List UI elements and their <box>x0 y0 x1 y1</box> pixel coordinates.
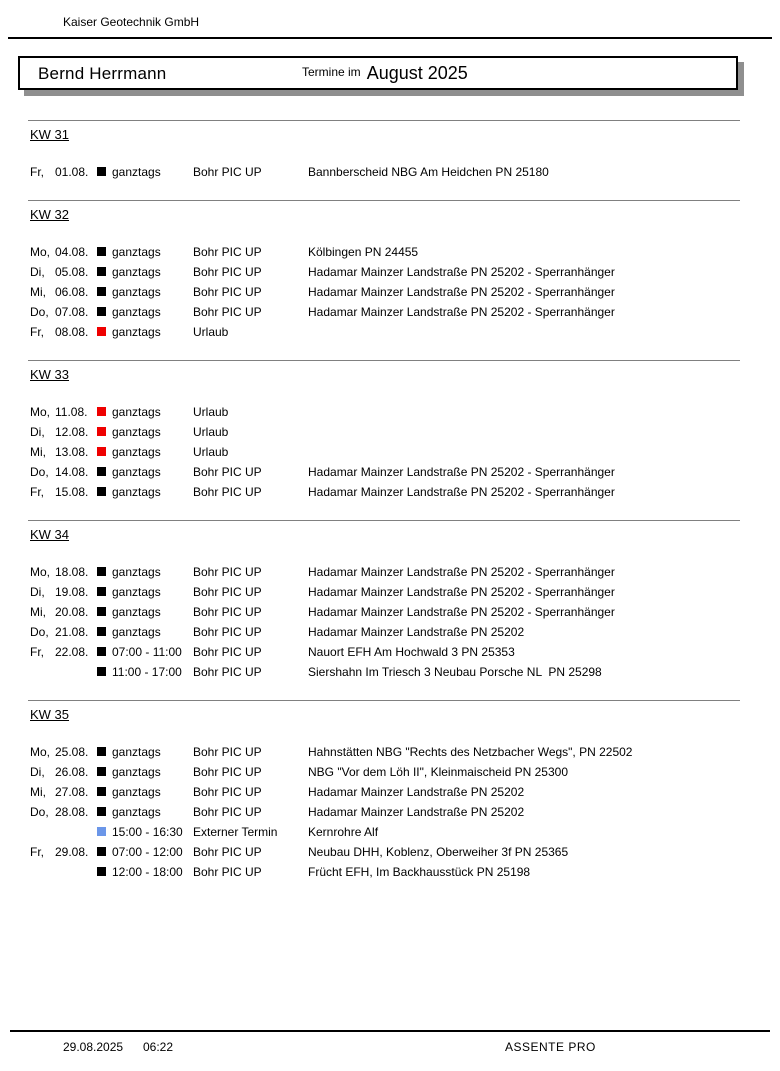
appointment-row <box>0 582 780 602</box>
week-section <box>0 520 780 700</box>
week-rows <box>0 402 780 502</box>
appointment-row <box>0 282 780 302</box>
appointment-category-marker <box>97 647 106 656</box>
footer-rule <box>10 1030 770 1032</box>
appointment-description: Hadamar Mainzer Landstraße PN 25202 - Sperranhänger <box>308 485 615 499</box>
appointment-category-marker <box>97 847 106 856</box>
appointment-date: 11.08. <box>55 405 88 419</box>
appointment-time: ganztags <box>112 785 161 799</box>
appointment-date: 22.08. <box>55 645 89 659</box>
appointment-description: Siershahn Im Triesch 3 Neubau Porsche NL PN 25298 <box>308 665 602 679</box>
appointment-date: 25.08. <box>55 745 89 759</box>
appointment-description: Nauort EFH Am Hochwald 3 PN 25353 <box>308 645 515 659</box>
appointment-category-marker <box>97 767 106 776</box>
appointment-type: Bohr PIC UP <box>193 585 262 599</box>
week-divider-line <box>28 520 740 521</box>
appointment-date: 26.08. <box>55 765 89 779</box>
appointment-category-marker <box>97 467 106 476</box>
appointment-category-marker <box>97 247 106 256</box>
appointment-date: 08.08. <box>55 325 89 339</box>
appointment-row <box>0 302 780 322</box>
appointment-day: Mi, <box>30 785 46 799</box>
appointment-time: 15:00 - 16:30 <box>112 825 183 839</box>
appointment-category-marker <box>97 807 106 816</box>
appointment-description: Hadamar Mainzer Landstraße PN 25202 <box>308 805 525 819</box>
appointment-description: Bannberscheid NBG Am Heidchen PN 25180 <box>308 165 549 179</box>
appointment-row <box>0 562 780 582</box>
appointment-date: 20.08. <box>55 605 89 619</box>
appointment-description: Hadamar Mainzer Landstraße PN 25202 - Sperranhänger <box>308 265 615 279</box>
appointment-category-marker <box>97 827 106 836</box>
appointment-description: Hadamar Mainzer Landstraße PN 25202 - Sperranhänger <box>308 565 615 579</box>
appointment-row <box>0 762 780 782</box>
appointment-row <box>0 622 780 642</box>
appointment-type: Bohr PIC UP <box>193 485 262 499</box>
appointment-category-marker <box>97 427 106 436</box>
appointment-time: 12:00 - 18:00 <box>112 865 183 879</box>
appointment-date: 01.08. <box>55 165 89 179</box>
appointment-row <box>0 842 780 862</box>
appointment-description: Hadamar Mainzer Landstraße PN 25202 <box>308 785 525 799</box>
appointment-time: ganztags <box>112 745 161 759</box>
appointment-time: 07:00 - 11:00 <box>112 645 182 659</box>
appointment-category-marker <box>97 407 106 416</box>
appointment-category-marker <box>97 287 106 296</box>
appointment-row <box>0 422 780 442</box>
appointment-time: ganztags <box>112 465 161 479</box>
week-rows <box>0 242 780 342</box>
week-divider-line <box>28 700 740 701</box>
appointment-day: Di, <box>30 425 45 439</box>
appointment-date: 19.08. <box>55 585 89 599</box>
appointment-day: Fr, <box>30 165 44 179</box>
appointment-category-marker <box>97 327 106 336</box>
appointment-time: ganztags <box>112 805 161 819</box>
appointment-category-marker <box>97 627 106 636</box>
week-divider-line <box>28 120 740 121</box>
appointment-row <box>0 462 780 482</box>
appointment-category-marker <box>97 867 106 876</box>
appointment-row <box>0 262 780 282</box>
appointment-day: Mi, <box>30 445 46 459</box>
appointment-type: Bohr PIC UP <box>193 845 262 859</box>
appointment-date: 29.08. <box>55 845 89 859</box>
appointment-day: Mo, <box>30 565 51 579</box>
appointment-category-marker <box>97 267 106 276</box>
appointment-time: ganztags <box>112 325 161 339</box>
appointment-category-marker <box>97 167 106 176</box>
appointment-day: Di, <box>30 585 45 599</box>
letterhead-rule <box>8 37 772 39</box>
appointment-time: ganztags <box>112 425 161 439</box>
appointment-row <box>0 662 780 682</box>
appointment-time: ganztags <box>112 405 161 419</box>
appointment-row <box>0 802 780 822</box>
appointment-row <box>0 402 780 422</box>
appointment-row <box>0 782 780 802</box>
appointment-row <box>0 162 780 182</box>
appointment-category-marker <box>97 587 106 596</box>
footer-print-time: 06:22 <box>143 1040 174 1054</box>
appointment-type: Bohr PIC UP <box>193 465 262 479</box>
appointment-description: Kölbingen PN 24455 <box>308 245 419 259</box>
appointment-date: 12.08. <box>55 425 89 439</box>
week-divider-line <box>28 360 740 361</box>
appointment-type: Externer Termin <box>193 825 278 839</box>
footer-brand: ASSENTE PRO <box>505 1040 596 1054</box>
appointment-time: ganztags <box>112 565 161 579</box>
appointment-category-marker <box>97 747 106 756</box>
week-label: KW 35 <box>30 707 70 722</box>
appointment-description: Hadamar Mainzer Landstraße PN 25202 - Sperranhänger <box>308 305 615 319</box>
appointment-type: Bohr PIC UP <box>193 865 262 879</box>
appointment-day: Di, <box>30 765 45 779</box>
appointment-day: Fr, <box>30 325 44 339</box>
title-month: August 2025 <box>366 63 468 83</box>
title-box <box>18 56 738 90</box>
week-divider-line <box>28 200 740 201</box>
appointment-category-marker <box>97 787 106 796</box>
week-label: KW 31 <box>30 127 70 142</box>
appointment-time: ganztags <box>112 605 161 619</box>
week-section <box>0 360 780 520</box>
appointment-type: Bohr PIC UP <box>193 165 262 179</box>
appointment-row <box>0 822 780 842</box>
appointment-day: Do, <box>30 805 49 819</box>
appointment-time: ganztags <box>112 625 161 639</box>
appointment-day: Di, <box>30 265 45 279</box>
appointment-row <box>0 242 780 262</box>
person-name: Bernd Herrmann <box>38 64 167 83</box>
appointment-row <box>0 642 780 662</box>
week-label: KW 33 <box>30 367 70 382</box>
appointment-description: Hadamar Mainzer Landstraße PN 25202 <box>308 625 525 639</box>
appointment-type: Bohr PIC UP <box>193 565 262 579</box>
appointment-time: ganztags <box>112 585 161 599</box>
title-prefix: Termine im <box>302 65 361 79</box>
appointment-date: 06.08. <box>55 285 89 299</box>
appointment-type: Bohr PIC UP <box>193 645 262 659</box>
appointment-date: 13.08. <box>55 445 89 459</box>
appointment-description: NBG "Vor dem Löh II", Kleinmaischeid PN 25300 <box>308 765 568 779</box>
appointment-date: 27.08. <box>55 785 89 799</box>
appointment-type: Bohr PIC UP <box>193 285 262 299</box>
appointment-type: Bohr PIC UP <box>193 765 262 779</box>
appointment-time: ganztags <box>112 165 161 179</box>
appointment-date: 18.08. <box>55 565 89 579</box>
appointment-day: Mo, <box>30 745 51 759</box>
appointment-time: ganztags <box>112 305 161 319</box>
appointment-date: 05.08. <box>55 265 89 279</box>
appointment-time: ganztags <box>112 285 161 299</box>
appointment-type: Bohr PIC UP <box>193 265 262 279</box>
appointment-category-marker <box>97 447 106 456</box>
appointment-time: 07:00 - 12:00 <box>112 845 183 859</box>
appointment-type: Urlaub <box>193 425 229 439</box>
appointment-type: Bohr PIC UP <box>193 625 262 639</box>
appointment-day: Do, <box>30 305 49 319</box>
appointment-type: Bohr PIC UP <box>193 245 262 259</box>
appointment-type: Bohr PIC UP <box>193 745 262 759</box>
appointment-row <box>0 742 780 762</box>
appointment-time: 11:00 - 17:00 <box>112 665 182 679</box>
week-section <box>0 700 780 900</box>
appointment-time: ganztags <box>112 445 161 459</box>
appointment-description: Neubau DHH, Koblenz, Oberweiher 3f PN 25365 <box>308 845 569 859</box>
appointment-type: Bohr PIC UP <box>193 305 262 319</box>
week-section <box>0 120 780 200</box>
appointment-date: 15.08. <box>55 485 89 499</box>
weeks-container <box>0 120 780 900</box>
appointment-description: Kernrohre Alf <box>308 825 379 839</box>
appointment-time: ganztags <box>112 265 161 279</box>
appointment-description: Hadamar Mainzer Landstraße PN 25202 - Sperranhänger <box>308 585 615 599</box>
appointment-category-marker <box>97 667 106 676</box>
week-label: KW 34 <box>30 527 70 542</box>
appointment-date: 14.08. <box>55 465 89 479</box>
appointment-day: Mi, <box>30 605 46 619</box>
appointment-description: Hahnstätten NBG "Rechts des Netzbacher Wegs", PN 22502 <box>308 745 633 759</box>
company-name: Kaiser Geotechnik GmbH <box>63 15 200 29</box>
week-rows <box>0 162 780 182</box>
appointment-day: Mi, <box>30 285 46 299</box>
appointment-day: Fr, <box>30 485 44 499</box>
appointment-row <box>0 862 780 882</box>
appointment-time: ganztags <box>112 765 161 779</box>
appointment-time: ganztags <box>112 245 161 259</box>
report-title <box>302 63 468 84</box>
appointment-date: 28.08. <box>55 805 89 819</box>
appointment-type: Urlaub <box>193 325 229 339</box>
appointment-day: Fr, <box>30 845 44 859</box>
appointment-category-marker <box>97 487 106 496</box>
appointment-type: Urlaub <box>193 445 229 459</box>
appointment-category-marker <box>97 607 106 616</box>
appointment-category-marker <box>97 307 106 316</box>
appointment-type: Bohr PIC UP <box>193 665 262 679</box>
appointment-date: 21.08. <box>55 625 89 639</box>
week-label: KW 32 <box>30 207 70 222</box>
appointment-day: Fr, <box>30 645 44 659</box>
appointment-type: Bohr PIC UP <box>193 785 262 799</box>
appointment-day: Mo, <box>30 405 51 419</box>
week-rows <box>0 562 780 682</box>
appointment-row <box>0 482 780 502</box>
appointment-type: Urlaub <box>193 405 229 419</box>
appointment-category-marker <box>97 567 106 576</box>
appointment-row <box>0 442 780 462</box>
appointment-time: ganztags <box>112 485 161 499</box>
appointment-date: 07.08. <box>55 305 89 319</box>
appointment-row <box>0 602 780 622</box>
appointment-description: Hadamar Mainzer Landstraße PN 25202 - Sperranhänger <box>308 465 615 479</box>
appointment-date: 04.08. <box>55 245 89 259</box>
appointment-type: Bohr PIC UP <box>193 805 262 819</box>
appointment-day: Do, <box>30 465 49 479</box>
appointment-description: Hadamar Mainzer Landstraße PN 25202 - Sperranhänger <box>308 285 615 299</box>
footer-print-date: 29.08.2025 <box>63 1040 124 1054</box>
appointment-row <box>0 322 780 342</box>
appointment-description: Frücht EFH, Im Backhausstück PN 25198 <box>308 865 531 879</box>
appointment-day: Mo, <box>30 245 51 259</box>
week-section <box>0 200 780 360</box>
week-rows <box>0 742 780 882</box>
appointment-day: Do, <box>30 625 49 639</box>
appointment-description: Hadamar Mainzer Landstraße PN 25202 - Sperranhänger <box>308 605 615 619</box>
appointment-type: Bohr PIC UP <box>193 605 262 619</box>
